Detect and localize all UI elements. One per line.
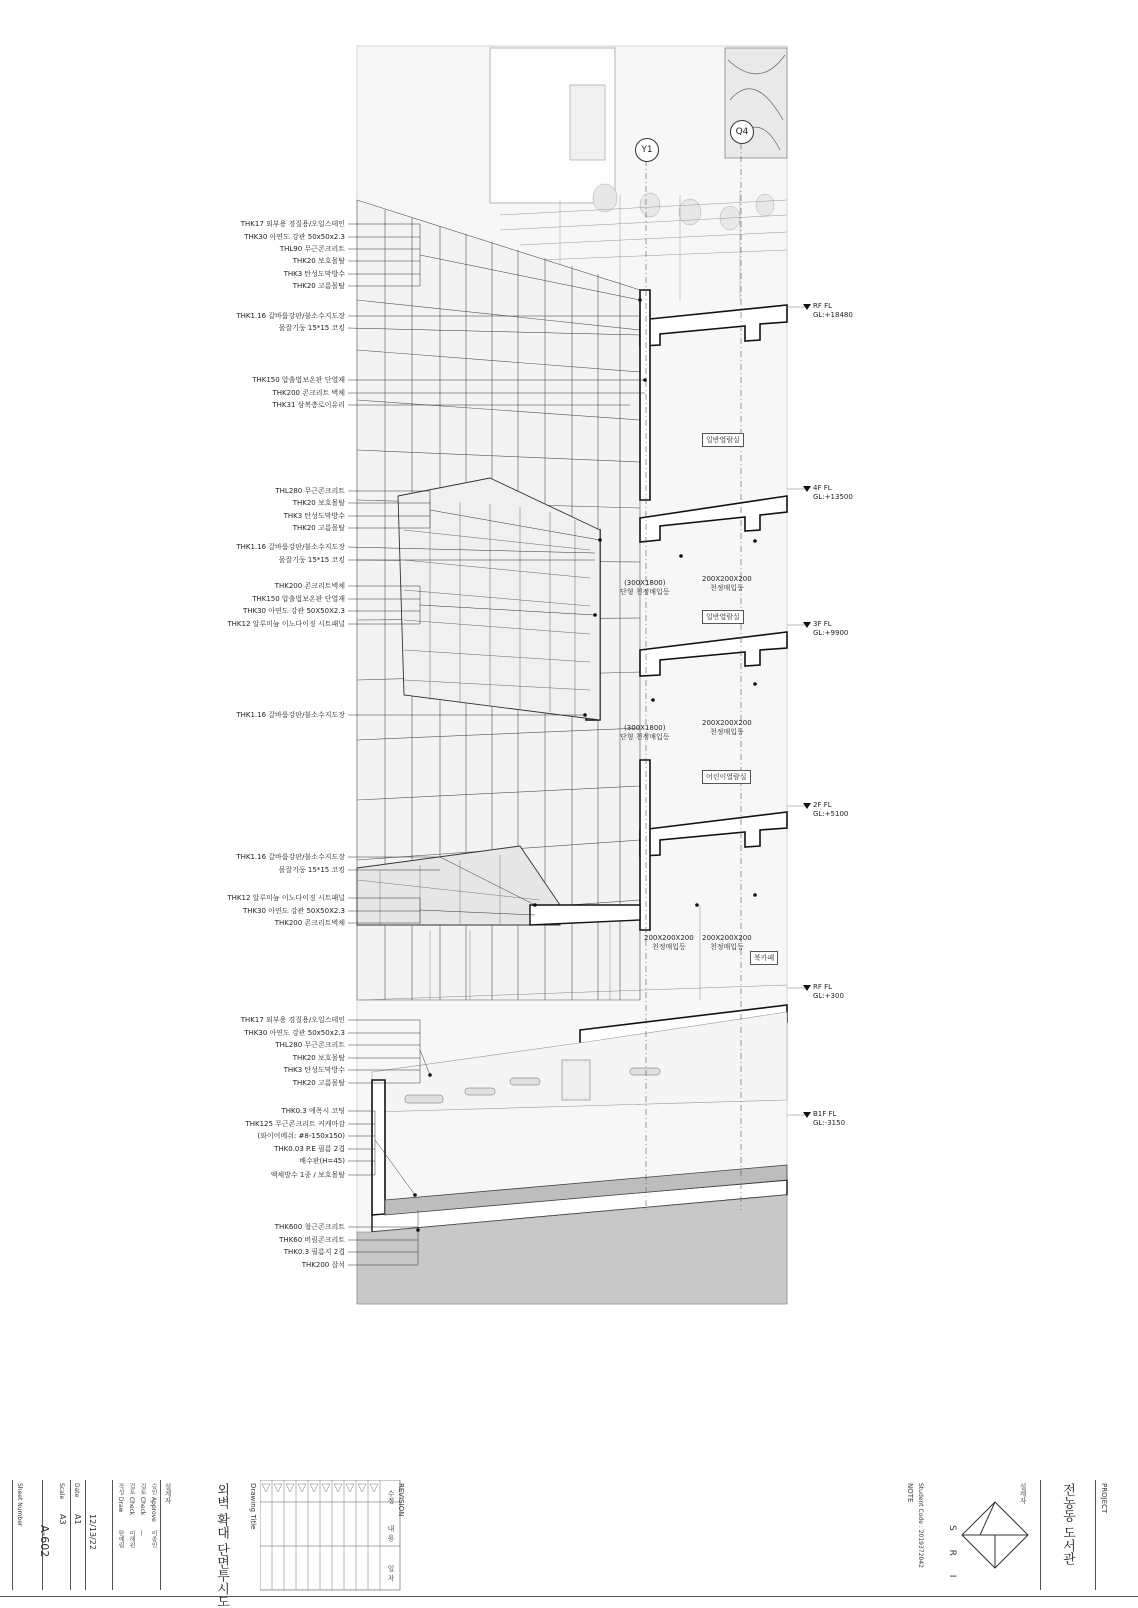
annotation: THK20 고름몰탈 <box>292 282 345 290</box>
approval-header: 설계자 <box>164 1483 172 1504</box>
approval-role: 승인 Approve <box>150 1483 157 1522</box>
annotation: THK30 아연도 강관 50X50X2.3 <box>242 607 345 615</box>
level-label: 2F FL GL:+5100 <box>813 801 849 818</box>
annotation: 몰잘기둥 15*15 코킹 <box>278 556 345 564</box>
student-code: Student Code : 2019372042 <box>917 1483 924 1568</box>
room-label: 어린이열람실 <box>702 770 751 784</box>
annotation: THK1.16 갈바륨강판/불소수지도장 <box>236 711 345 719</box>
fixture-tag: 200X200X200 천정매입등 <box>702 575 752 592</box>
tb-divider <box>160 1480 161 1590</box>
level-markers <box>803 304 811 1118</box>
logo-letters: S R I <box>947 1525 957 1586</box>
annotation: THL280 무근콘크리트 <box>275 1041 345 1049</box>
sri-logo <box>960 1500 1030 1570</box>
annotation: 배수판(H=45) <box>299 1157 345 1165</box>
tb-divider <box>70 1480 71 1590</box>
fixture-tag: 200X200X200 천정매입등 <box>702 719 752 736</box>
project-name: 전농동 도서관 <box>1060 1483 1075 1566</box>
drawing-title: 외벽 확대 단면투시도 <box>214 1483 229 1608</box>
annotation: THK3 탄성도막방수 <box>283 1066 345 1074</box>
annotation: (와이어메쉬: #8-150x150) <box>257 1132 345 1140</box>
level-label: RF FL GL:+18480 <box>813 302 853 319</box>
annotation: 액체방수 1종 / 보호몰탈 <box>270 1171 345 1179</box>
annotation: THK150 압출법보온판 단열재 <box>252 595 345 603</box>
fixture-tag: 200X200X200 천정매입등 <box>644 934 694 951</box>
annotation: THL280 무근콘크리트 <box>275 487 345 495</box>
tb-divider <box>85 1480 86 1590</box>
annotation: THK30 아연도 강관 50x50x2.3 <box>244 233 345 241</box>
annotation: THK20 보호몰탈 <box>292 1054 345 1062</box>
drawing-title-label: Drawing Title <box>249 1483 257 1530</box>
approval-role: 검토 Check <box>139 1483 146 1516</box>
annotation: THK3 탄성도막방수 <box>283 512 345 520</box>
annotation: THL90 무근콘크리트 <box>279 245 345 253</box>
sheet-number-label: Sheet Number <box>16 1483 23 1527</box>
annotation: THK17 외부용 경질용/오일스테인 <box>240 220 345 228</box>
approval-name: 이종인 <box>150 1530 157 1548</box>
size-value: A3 <box>58 1514 67 1525</box>
project-label: PROJECT <box>1100 1483 1108 1514</box>
fixture-tag: (300X1800) 단형 천정매입등 <box>620 579 670 596</box>
tb-divider <box>112 1480 113 1590</box>
annotation: THK0.03 P.E 필름 2겹 <box>274 1145 345 1153</box>
tb-divider <box>1095 1480 1096 1590</box>
approval-name: — <box>138 1530 145 1536</box>
annotation: 몰잘기둥 15*15 코킹 <box>278 324 345 332</box>
revision-header: 수정 <box>387 1490 395 1504</box>
annotation: THK1.16 갈바륨강판/불소수지도장 <box>236 543 345 551</box>
annotation: THK60 버림콘크리트 <box>279 1236 345 1244</box>
approval-role: 작성 Draw <box>117 1483 124 1513</box>
room-label: 일반열람실 <box>702 610 744 624</box>
annotation: THK31 삼복층로이유리 <box>272 401 345 409</box>
annotation: THK125 무근콘크리트 커케마감 <box>245 1120 345 1128</box>
annotation: THK600 철근콘크리트 <box>274 1223 345 1231</box>
annotation: THK20 보호몰탈 <box>292 499 345 507</box>
annotation: THK3 탄성도막방수 <box>283 270 345 278</box>
level-label: 3F FL GL:+9900 <box>813 620 849 637</box>
room-label: 북카페 <box>750 951 778 965</box>
annotation: THK30 아연도 강관 50x50x2.3 <box>244 1029 345 1037</box>
annotation: THK200 콘크리트 벽체 <box>272 389 345 397</box>
approval-name: 한예림 <box>117 1530 124 1548</box>
sheet-border-bottom <box>0 1596 1138 1597</box>
sheet-number: A-602 <box>38 1525 51 1558</box>
tb-divider <box>12 1480 13 1590</box>
level-label: 4F FL GL:+13500 <box>813 484 853 501</box>
revision-label: REVISION <box>397 1483 405 1517</box>
grid-bubble-y1: Y1 <box>635 138 659 162</box>
revision-header: 내 용 <box>387 1525 395 1542</box>
grid-bubble-q4: Q4 <box>730 120 754 144</box>
annotation: THK150 압출법보온판 단열재 <box>252 376 345 384</box>
tb-divider <box>1040 1480 1041 1590</box>
annotation: THK20 고름몰탈 <box>292 524 345 532</box>
scale-value: A1 <box>73 1514 82 1525</box>
fixture-tag: 200X200X200 천정매입등 <box>702 934 752 951</box>
annotation: THK200 잡석 <box>301 1261 345 1269</box>
annotation: 몰잘기둥 15*15 코킹 <box>278 866 345 874</box>
level-label: B1F FL GL:-3150 <box>813 1110 846 1127</box>
annotation: THK200 콘크리트벽체 <box>274 919 345 927</box>
annotation: THK12 알루미늄 이노다이징 시트패널 <box>227 620 345 628</box>
annotation: THK1.16 갈바륨강판/불소수지도장 <box>236 853 345 861</box>
note-label: NOTE <box>906 1483 914 1503</box>
level-label: RF FL GL:+300 <box>813 983 844 1000</box>
room-label: 일반열람실 <box>702 433 744 447</box>
scale-label: Scale <box>58 1483 65 1500</box>
annotation: THK0.3 에폭시 코팅 <box>281 1107 345 1115</box>
annotation: THK17 외부용 경질용/오일스테인 <box>240 1016 345 1024</box>
annotation: THK20 보호몰탈 <box>292 257 345 265</box>
annotation: THK1.16 갈바륨강판/불소수지도장 <box>236 312 345 320</box>
approval-name: 이해원 <box>128 1530 135 1548</box>
date-value: 12/13/22 <box>88 1514 97 1550</box>
fixture-tag: (300X1800) 단형 천정매입등 <box>620 724 670 741</box>
annotation: THK20 고름몰탈 <box>292 1079 345 1087</box>
annotation: THK200 콘크리트벽체 <box>274 582 345 590</box>
date-label: Date <box>73 1483 80 1498</box>
annotation: THK12 알루미늄 이노다이징 시트패널 <box>227 894 345 902</box>
revision-header: 일 자 <box>387 1565 395 1582</box>
annotation: THK30 아연도 강관 50X50X2.3 <box>242 907 345 915</box>
level-lines <box>787 307 805 1115</box>
annotation: THK0.3 필름지 2겹 <box>283 1248 345 1256</box>
upper-door <box>570 85 605 160</box>
approval-role: 검토 Check <box>128 1483 135 1516</box>
designer-label: 설계자 <box>1019 1483 1027 1504</box>
